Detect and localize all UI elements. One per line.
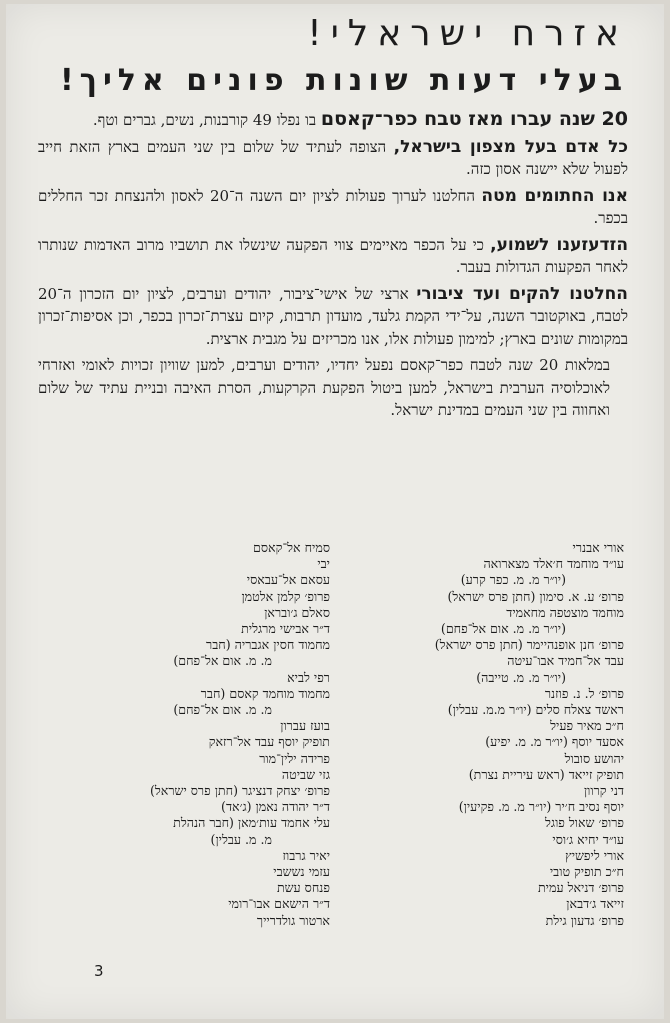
signatory: ד״ר יהודה נאמן (ג׳אד) [221,799,330,815]
signatory: (יו״ר מ. מ. כפר קרע) [460,572,566,588]
signatory: סמיח אל־קאסם [253,540,330,555]
signatory: עו״ד יחיא ג׳וסי [552,831,624,847]
signatory: (יו״ר מ. מ. אום אל־פחם) [440,621,566,637]
paragraph-text: ארצי של אישי־ציבור, יהודים וערבים, לציון יום הזכרון ה־20 לטבח, באוקטובר השנה, על־ידי הקמת גלעד, מועדון תרבות, קיום עצרת־זכרון בכפר, וכן אסיפות־זכרון במקומות שונים בארץ; למימון פעולות אלו, אנו מכריזים על מגבית ארצית. [38,284,628,348]
signatures-right-column [336,540,624,929]
signatory: עו״ד מוחמד ח׳אלד מצארואה [483,556,624,572]
signatory: יהושע סובול [564,750,624,766]
signatory: גזי שביטה [281,766,330,782]
paragraph [38,354,628,422]
signatory: מחמוד חסין אגבריה (חבר [206,637,330,653]
signatory: פרופ׳ קלמן אלטמן [241,588,330,604]
signatory: פרופ׳ ל. נ. פוזנר [544,685,624,701]
paragraph [38,185,628,230]
signatory: דני קרוון [583,783,624,799]
signatory: זייאד ג׳דבאן [566,896,624,912]
signatory: בועז עברון [280,718,330,734]
signatory: יבי [317,556,330,572]
signatory: תופיק יוסף עבד אל־רזאק [208,734,330,750]
signatory: ארטור גולדרייך [256,912,330,928]
paragraph [38,108,628,132]
signatory: עלי אחמד עות׳מאן (חבר הנהלת [173,815,330,831]
signatory: פרופ׳ גדעון גילת [545,912,624,928]
paragraph-lead: החלטנו להקים ועד ציבורי [416,283,628,304]
paragraph-text: בו נפלו 49 קורבנות, נשים, גברים וטף. [92,111,321,129]
signatory: ראשד צאלח סלים (יו״ר מ.מ. עבלין) [447,702,624,718]
paragraph-text: החלטנו לערוך פעולות לציון יום השנה ה־20 לאסון ולהנצחת זכר החללים בכפר. [38,186,628,227]
paragraph-lead: הזדעזענו לשמוע, [490,234,628,255]
document-page [6,4,664,1019]
paragraph [38,136,628,181]
signatory: עסאם אל־עבאסי [246,572,330,588]
signatory: פרופ׳ ע. א. סימון (חתן פרס ישראל) [447,588,624,604]
signatory: מ. מ. אום אל־פחם) [173,653,272,669]
signatory: תופיק זייאד (ראש עיריית נצרת) [468,766,624,782]
signatory: יוסף נסיב ח׳יר (יו״ר מ. מ. פקיעין) [458,799,624,815]
paragraph-lead: 20 שנה עברו מאז טבח כפר־קאסם [320,108,628,130]
document-body [38,12,628,426]
page-number: 3 [94,962,104,980]
signatory: פרופ׳ יצחק דנציגר (חתן פרס ישראל) [150,783,330,799]
signatory: ד״ר אבישי מרגלית [241,621,330,637]
signatory: פנחס עשת [276,880,330,896]
signatory: מ. מ. עבלין) [210,831,272,847]
signatory: אסעד יוסף (יו״ר מ. מ. יפיע) [485,734,624,750]
document-subtitle: בעלי דעות שונות פונים אליך! [59,63,628,98]
signatory: ח״כ תופיק טובי [549,864,624,880]
signatures-left-column [42,540,330,929]
signatory: ח״כ מאיר פעיל [550,718,624,734]
signatures [42,540,624,929]
signatory: עבד אל־חמיד אבו־עיטה [507,653,624,669]
signatory: פרופ׳ חנן אופנהיימר (חתן פרס ישראל) [434,637,624,653]
signatory: עזמי נששבי [273,864,330,880]
paragraph [38,283,628,351]
signatory: ד״ר הישאם אבו־רומי [228,896,330,912]
signatory: (יו״ר מ. מ. טייבה) [476,669,566,685]
signatory: סאלם ג׳ובראן [264,604,330,620]
signatory: אורי אבנרי [572,540,624,555]
signatory: רפי לביא [287,669,330,685]
signatory: מ. מ. אום אל־פחם) [173,702,272,718]
signatory: יאיר גרבוז [282,847,330,863]
signatory: מוחמד מוצטפה מחאמיד [506,604,624,620]
signatory: פרופ׳ דניאל עמית [538,880,624,896]
signatory: פרידה ילין־מור [259,750,330,766]
paragraphs [38,108,628,422]
signatory: מחמוד מוחמד קאסם (חבר [200,685,330,701]
paragraph-text: הצופה לעתיד של שלום בין שני העמים בארץ הזאת חייב לפעול שלא יישנה אסון כזה. [38,137,628,178]
paragraph-text: במלאות 20 שנה לטבח כפר־קאסם נפעל יחדיו, יהודים וערבים, למען שוויון זכויות לאומי ואזרחי לאוכלוסיה הערבית בישראל, למען ביטול הפקעת הקרקעות, הסרת האיבה ובניית עתיד של שלום ואחווה בין שני העמים במדינת ישראל. [38,356,610,419]
document-title: אזרח ישראלי! [307,13,628,54]
paragraph-lead: אנו החתומים מטה [481,185,628,206]
paragraph-lead: כל אדם בעל מצפון בישראל, [393,136,629,157]
signatory: פרופ׳ שאול פוגל [545,815,624,831]
signatory: אורי ליפשיץ [565,847,624,863]
paragraph [38,234,628,279]
paragraph-text: כי על הכפר מאיימים צווי הפקעה שינשלו את תושביו מרוב האדמות שנותרו לאחר הפקעות הגדולות בעבר. [38,235,628,276]
